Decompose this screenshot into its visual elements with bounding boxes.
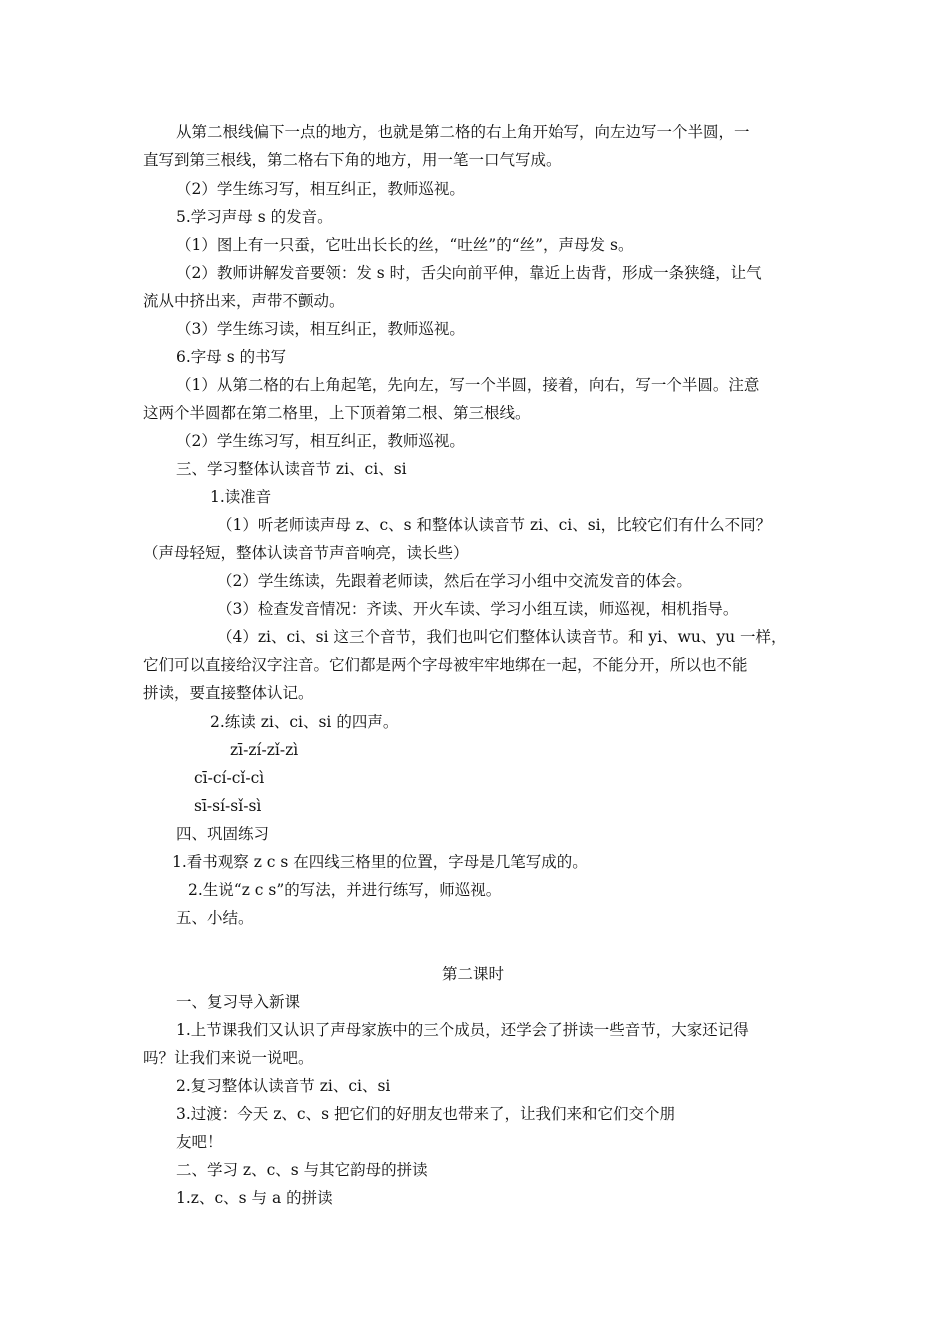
paragraph-line: 从第二根线偏下一点的地方，也就是第二格的右上角开始写，向左边写一个半圆，一 xyxy=(176,123,750,141)
section-heading: 5.学习声母 s 的发音。 xyxy=(176,208,333,226)
section-heading: 1.z、c、s 与 a 的拼读 xyxy=(176,1189,333,1207)
pinyin-tones: cī-cí-cǐ-cì xyxy=(194,769,265,787)
paragraph-line: 拼读，要直接整体认记。 xyxy=(143,684,314,702)
section-heading: 2.练读 zi、ci、si 的四声。 xyxy=(210,713,399,731)
paragraph-line: （声母轻短，整体认读音节声音响亮，读长些） xyxy=(143,544,469,562)
paragraph-line: 直写到第三根线，第二格右下角的地方，用一笔一口气写成。 xyxy=(143,151,562,169)
section-heading: 二、学习 z、c、s 与其它韵母的拼读 xyxy=(176,1161,428,1179)
paragraph-line: 流从中挤出来，声带不颤动。 xyxy=(143,292,345,310)
paragraph-line: （2）学生练习写，相互纠正，教师巡视。 xyxy=(176,180,465,198)
paragraph-line: （2）学生练习写，相互纠正，教师巡视。 xyxy=(176,432,465,450)
paragraph-line: （2）教师讲解发音要领：发 s 时，舌尖向前平伸，靠近上齿背，形成一条狭缝，让气 xyxy=(176,264,762,282)
paragraph-line: （4）zi、ci、si 这三个音节，我们也叫它们整体认读音节。和 yi、wu、yu 一样， xyxy=(217,628,787,646)
lesson-title: 第二课时 xyxy=(442,965,505,983)
paragraph-line: 1.上节课我们又认识了声母家族中的三个成员，还学会了拼读一些音节，大家还记得 xyxy=(176,1021,749,1039)
paragraph-line: 友吧！ xyxy=(176,1133,223,1151)
paragraph-line: （2）学生练读，先跟着老师读，然后在学习小组中交流发音的体会。 xyxy=(217,572,692,590)
paragraph-line: 吗？让我们来说一说吧。 xyxy=(143,1049,314,1067)
paragraph-line: 这两个半圆都在第二格里，上下顶着第二根、第三根线。 xyxy=(143,404,531,422)
section-heading: 四、巩固练习 xyxy=(176,825,270,843)
paragraph-line: （3）学生练习读，相互纠正，教师巡视。 xyxy=(176,320,465,338)
paragraph-line: （1）从第二格的右上角起笔，先向左，写一个半圆，接着，向右，写一个半圆。注意 xyxy=(176,376,760,394)
paragraph-line: 2.复习整体认读音节 zi、ci、si xyxy=(176,1077,391,1095)
paragraph-line: 2.生说“z c s”的写法，并进行练写，师巡视。 xyxy=(188,881,502,899)
paragraph-line: 3.过渡：今天 z、c、s 把它们的好朋友也带来了，让我们来和它们交个朋 xyxy=(176,1105,675,1123)
section-heading: 1.读准音 xyxy=(210,488,272,506)
section-heading: 一、复习导入新课 xyxy=(176,993,301,1011)
pinyin-tones: zī-zí-zǐ-zì xyxy=(230,741,299,759)
section-heading: 6.字母 s 的书写 xyxy=(176,348,287,366)
pinyin-tones: sī-sí-sǐ-sì xyxy=(194,797,262,815)
paragraph-line: （1）听老师读声母 z、c、s 和整体认读音节 zi、ci、si，比较它们有什么不同？ xyxy=(217,516,772,534)
paragraph-line: （1）图上有一只蚕，它吐出长长的丝，“吐丝”的“丝”，声母发 s。 xyxy=(176,236,634,254)
section-heading: 三、学习整体认读音节 zi、ci、si xyxy=(176,460,407,478)
paragraph-line: 1.看书观察 z c s 在四线三格里的位置，字母是几笔写成的。 xyxy=(172,853,588,871)
section-heading: 五、小结。 xyxy=(176,909,254,927)
paragraph-line: 它们可以直接给汉字注音。它们都是两个字母被牢牢地绑在一起，不能分开，所以也不能 xyxy=(143,656,748,674)
paragraph-line: （3）检查发音情况：齐读、开火车读、学习小组互读，师巡视，相机指导。 xyxy=(217,600,739,618)
